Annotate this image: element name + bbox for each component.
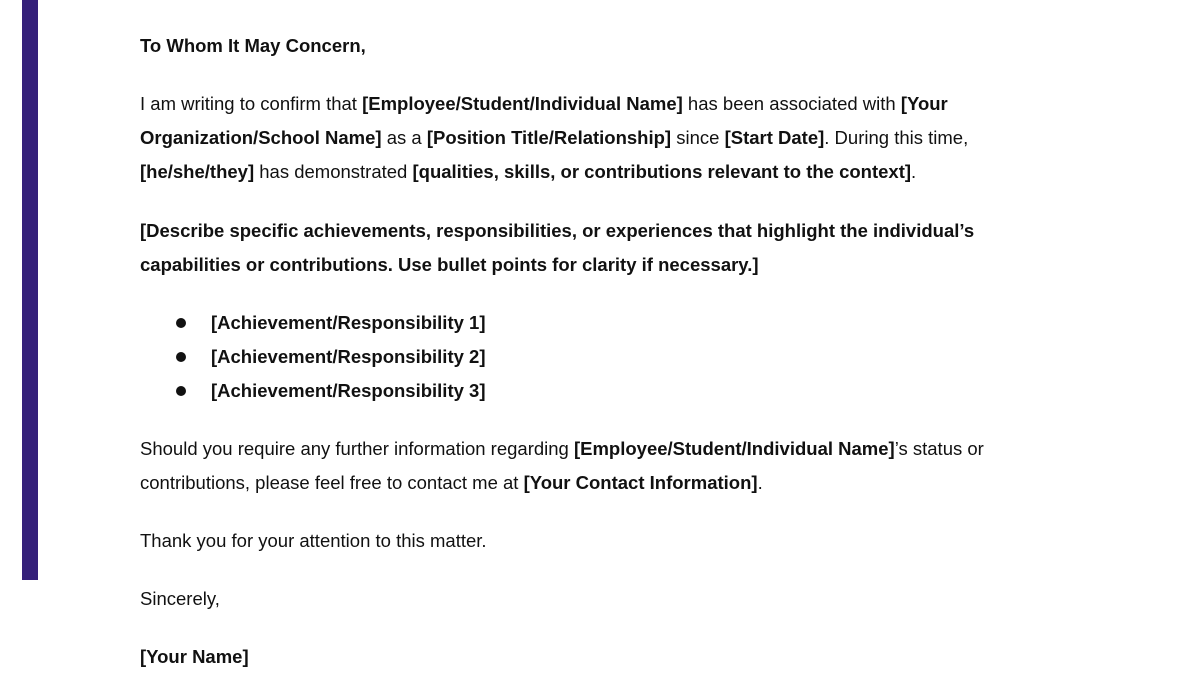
- describe-paragraph: [Describe specific achievements, responsibilities, or experiences that highlight the individual’s capabilities or contributions. Use bullet points for clarity if necessary.]: [140, 220, 975, 275]
- thanks-line: Thank you for your attention to this matter.: [140, 530, 487, 551]
- bullet-icon: [176, 386, 186, 396]
- accent-bar: [22, 0, 38, 580]
- bullet-icon: [176, 352, 186, 362]
- signature-name: [Your Name]: [140, 646, 249, 667]
- closing-line: Sincerely,: [140, 588, 220, 609]
- further-info-paragraph: Should you require any further information regarding [Employee/Student/Individual Name]’s status or contributions, please feel free to contact me at [Your Contact Information].: [140, 438, 984, 493]
- intro-paragraph: I am writing to confirm that [Employee/Student/Individual Name] has been associated with [Your Organization/School Name] as a [Position Title/Relationship] since [Start Date]. During this time, [he/she/they] has demonstrated [qualities, skills, or contributions relevant to the context].: [140, 93, 969, 182]
- bullet-icon: [176, 318, 186, 328]
- salutation: To Whom It May Concern,: [140, 35, 366, 56]
